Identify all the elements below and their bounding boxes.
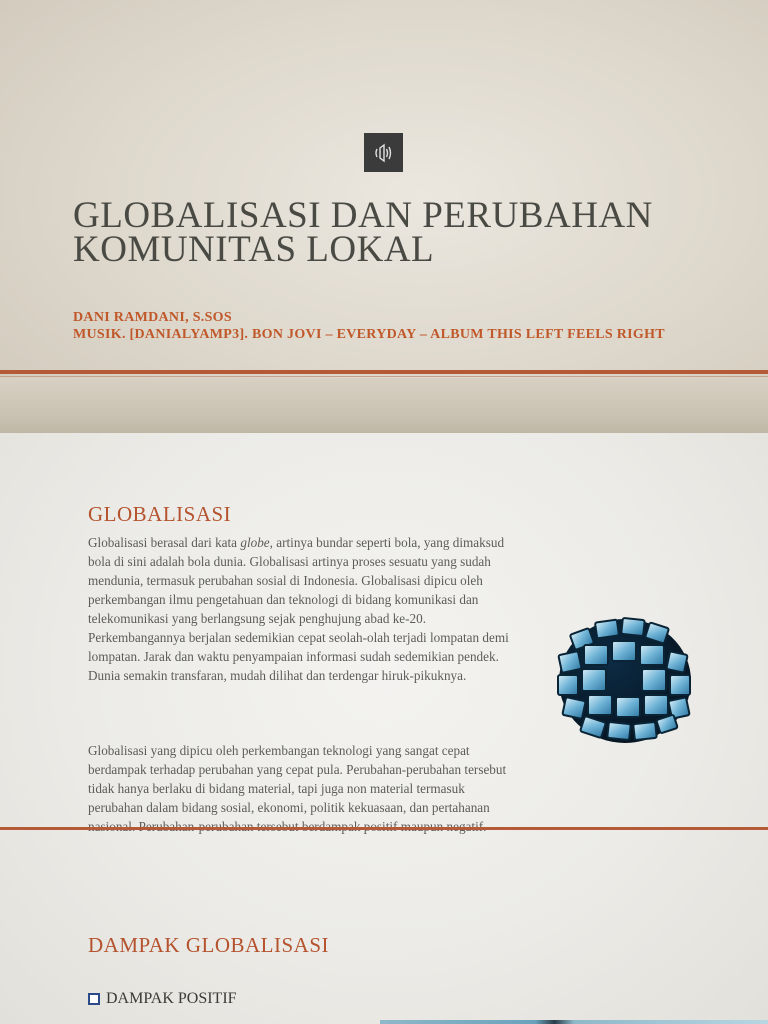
title-line-1: GLOBALISASI DAN PERUBAHAN [73, 195, 653, 236]
paragraph-1-start: Globalisasi berasal dari kata [88, 535, 241, 550]
section-heading-dampak: DAMPAK GLOBALISASI [88, 933, 330, 957]
paragraph-1 [88, 533, 518, 685]
globe-icon [552, 613, 697, 748]
accent-rule [0, 370, 768, 374]
title-slide [0, 0, 768, 433]
checkbox-bullet-icon [88, 993, 100, 1005]
slide-bottom-band [0, 378, 768, 433]
bullet-dampak-positif [88, 990, 237, 1008]
image-strip [380, 1020, 768, 1024]
bullet-label: DAMPAK POSITIF [106, 990, 237, 1007]
music-credit: MUSIK. [DANIALYAMP3]. BON JOVI – EVERYDAY – ALBUM THIS LEFT FEELS RIGHT [73, 327, 665, 342]
presentation-title [73, 195, 733, 270]
paragraph-2: Globalisasi yang dipicu oleh perkembangan teknologi yang sangat cepat berdampak terhadap perubahan yang cepat pula. Perubahan-perubahan tersebut tidak hanya berlaku di bidang material, tapi juga non material termasuk perubahan dalam bidang sosial, ekonomi, politik kekuasaan, dan pertahanan [88, 743, 507, 815]
speaker-icon[interactable] [364, 133, 403, 172]
accent-rule-thin [0, 376, 768, 377]
section-heading-globalisasi: GLOBALISASI [88, 502, 232, 526]
paragraph-1-italic-word: globe [240, 535, 270, 550]
accent-rule-2 [0, 827, 768, 830]
paragraph-1-rest: , artinya bundar seperti bola, yang dimaksud bola di sini adalah bola dunia. Globalisasi artinya proses sesuatu yang sudah mendunia, termasuk perubahan sosial di Indonesia. Globalisasi dipicu oleh perkembangan ilmu pengetahuan dan teknologi di bidang komunikasi dan telekomunikasi yang berlangsung sejak penghujung abad ke-20. Perkembangannya berjalan sedemikian cepat seolah-olah terjadi lompatan demi lompatan. Jarak dan waktu penyampaian informasi sudah sedemikian pendek. Dunia semakin transfaran, mudah dilihat dan terdengar hiruk-pikuknya. [88, 535, 509, 683]
content-slide [0, 433, 768, 1024]
title-line-2: KOMUNITAS LOKAL [73, 229, 435, 270]
presentation-subtitle [73, 309, 665, 343]
author-name: DANI RAMDANI, S.SOS [73, 310, 232, 325]
